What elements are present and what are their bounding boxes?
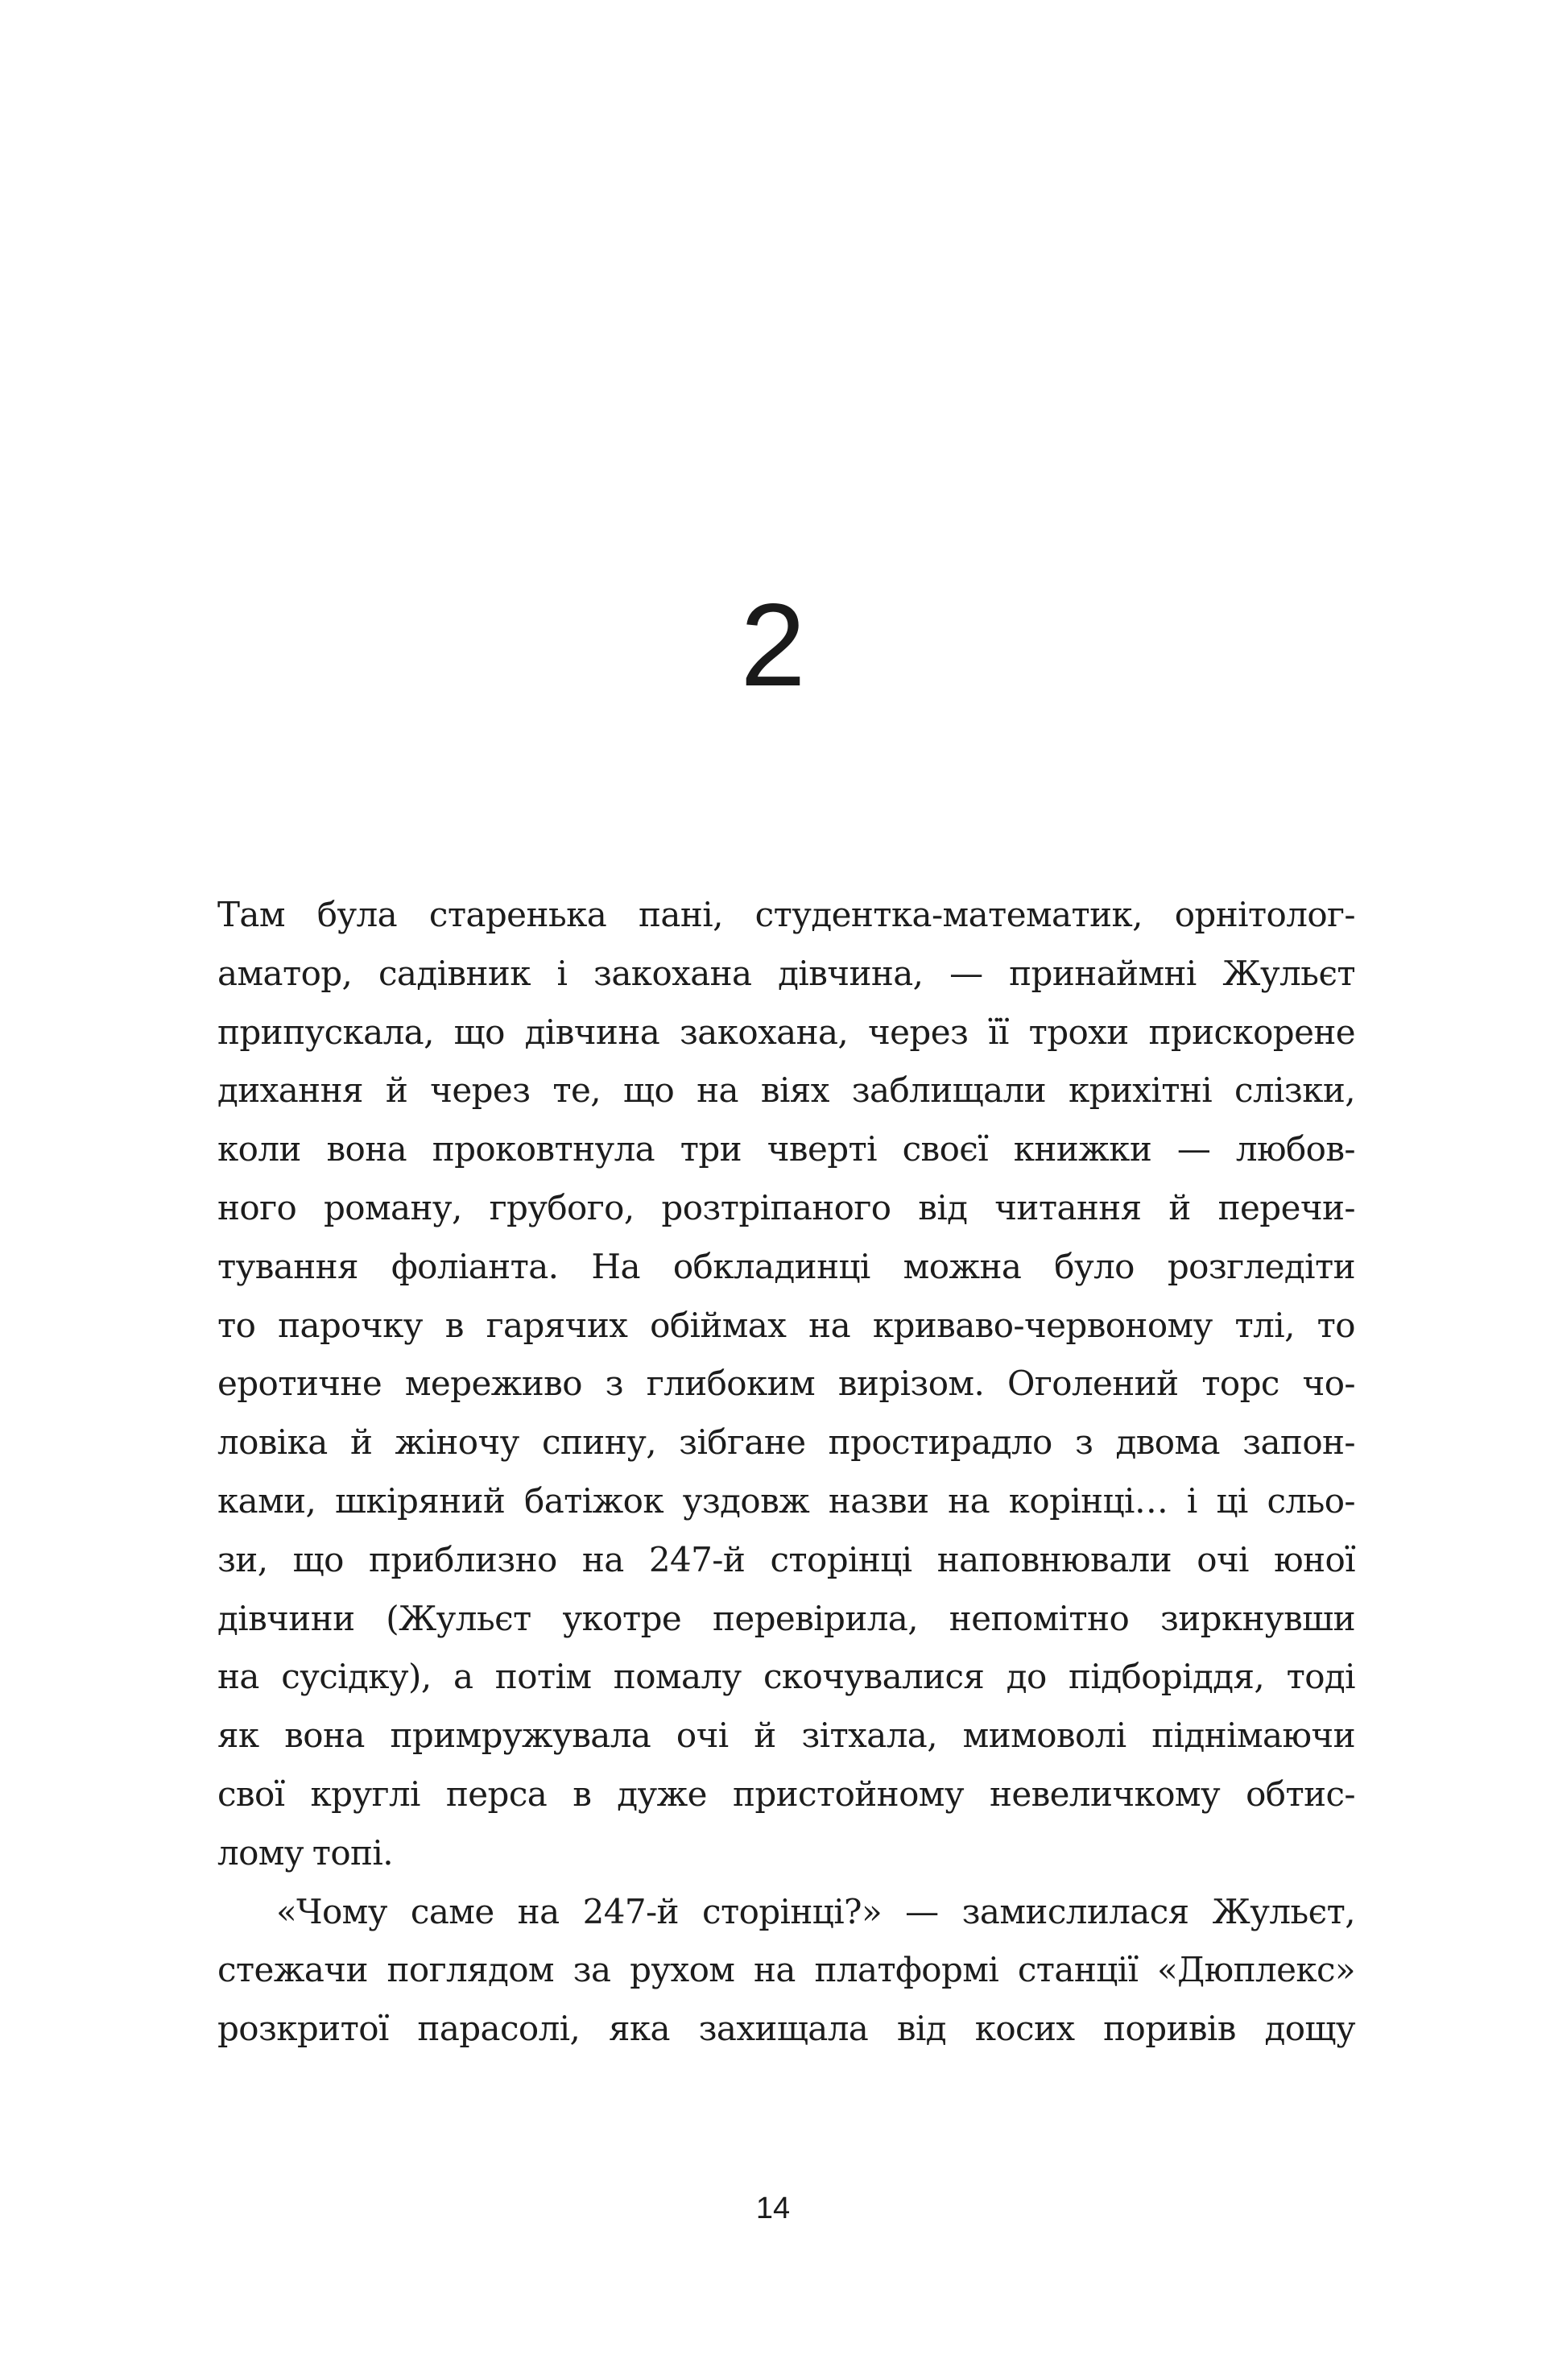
text-line: то парочку в гарячих обіймах на криваво-червоному тлі, то — [217, 1305, 1355, 1345]
text-line: ками, шкіряний батіжок уздовж назви на корінці… і ці сльо- — [217, 1480, 1355, 1521]
text-line: ловіка й жіночу спину, зібгане простирадло з двома запон- — [217, 1422, 1355, 1463]
text-line: зи, що приблизно на 247-й сторінці наповнювали очі юної — [217, 1539, 1355, 1579]
text-line: еротичне мереживо з глибоким вирізом. Оголений торс чо- — [217, 1364, 1355, 1404]
text-line: дихання й через те, що на віях заблищали крихітні слізки, — [217, 1070, 1355, 1111]
text-line: лому топі. — [217, 1832, 393, 1873]
text-line: тування фоліанта. На обкладинці можна було розгледіти — [217, 1246, 1355, 1286]
text-line: дівчини (Жульєт укотре перевірила, непомітно зиркнувши — [217, 1598, 1355, 1638]
page-number: 14 — [755, 2192, 791, 2225]
text-line: «Чому саме на 247-й сторінці?» — замислилася Жульєт, — [276, 1891, 1355, 1931]
paragraph-1 — [217, 886, 1355, 1883]
chapter-number: 2 — [740, 579, 806, 710]
text-line: припускала, що дівчина закохана, через її трохи прискорене — [217, 1012, 1355, 1052]
body-text — [217, 886, 1355, 2059]
text-line: аматор, садівник і закохана дівчина, — принаймні Жульєт — [217, 953, 1355, 993]
text-line: як вона примружувала очі й зітхала, мимоволі піднімаючи — [217, 1716, 1355, 1756]
text-line: на сусідку), а потім помалу скочувалися до підборіддя, тоді — [217, 1657, 1355, 1697]
text-line: стежачи поглядом за рухом на платформі станції «Дюплекс» — [217, 1950, 1355, 1990]
text-line: Там була старенька пані, студентка-математик, орнітолог- — [217, 895, 1355, 934]
text-line: свої круглі перса в дуже пристойному невеличкому обтис- — [217, 1774, 1355, 1814]
text-line: розкритої парасолі, яка захищала від косих поривів дощу — [217, 2009, 1355, 2049]
text-line: коли вона проковтнула три чверті своєї книжки — любов- — [217, 1129, 1355, 1169]
text-line: ного роману, грубого, розтріпаного від читання й перечи- — [217, 1187, 1355, 1227]
paragraph-2 — [217, 1883, 1355, 2059]
